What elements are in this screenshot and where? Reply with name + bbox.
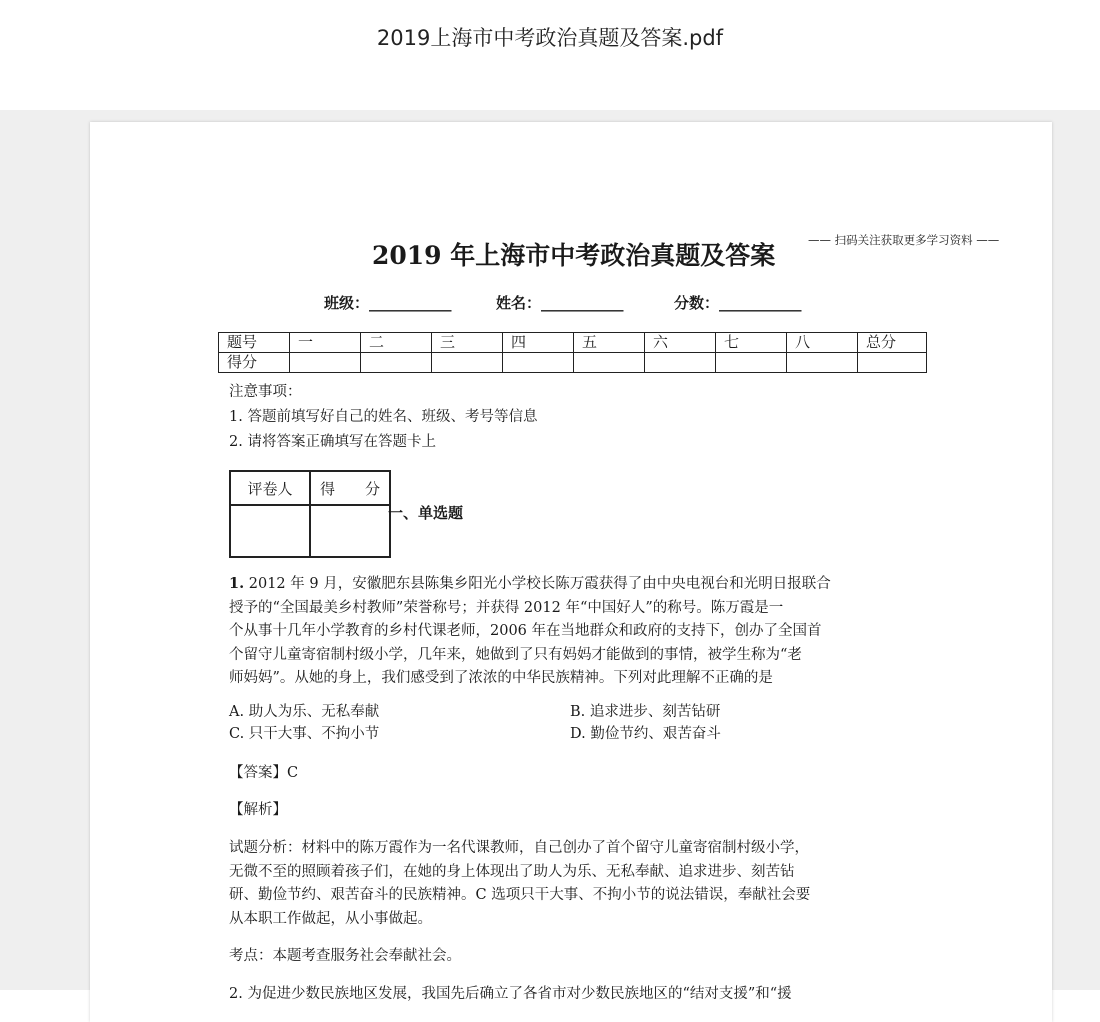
score-table-header-row bbox=[219, 333, 927, 353]
table-cell: 题号 bbox=[219, 333, 290, 353]
question-line: 师妈妈”。从她的身上，我们感受到了浓浓的中华民族精神。下列对此理解不正确的是 bbox=[229, 670, 773, 686]
name-field: 姓名：___________ bbox=[496, 294, 624, 312]
analysis-line: 无微不至的照顾着孩子们，在她的身上体现出了助人为乐、无私奉献、追求进步、刻苦钻 bbox=[229, 863, 795, 880]
score-field: 分数：___________ bbox=[674, 294, 802, 312]
question-number: 1. bbox=[229, 575, 245, 592]
watermark-text: —— 扫码关注获取更多学习资料 —— bbox=[808, 233, 1000, 247]
question-line: 授予的“全国最美乡村教师”荣誉称号；并获得 2012 年“中国好人”的称号。陈万霞是一 bbox=[229, 599, 784, 616]
table-cell: 二 bbox=[361, 333, 432, 353]
score-table-score-row bbox=[219, 353, 927, 373]
section-heading: 一、单选题 bbox=[388, 504, 464, 522]
table-cell bbox=[645, 353, 716, 373]
grader-label: 评卷人 bbox=[230, 471, 310, 505]
table-cell bbox=[716, 353, 787, 373]
analysis-label: 【解析】 bbox=[229, 802, 287, 818]
question-1-text bbox=[229, 572, 929, 691]
table-cell bbox=[503, 353, 574, 373]
grader-table bbox=[229, 470, 391, 558]
pdf-viewer[interactable] bbox=[0, 110, 1100, 1002]
option-b: B. 追求进步、刻苦钻研 bbox=[570, 704, 721, 720]
document-title: 2019 年上海市中考政治真题及答案 bbox=[372, 241, 776, 270]
table-cell: 五 bbox=[574, 333, 645, 353]
notes-title: 注意事项： bbox=[229, 384, 302, 400]
note-item: 2. 请将答案正确填写在答题卡上 bbox=[229, 434, 436, 450]
table-cell bbox=[290, 353, 361, 373]
table-cell: 四 bbox=[503, 333, 574, 353]
analysis-text bbox=[229, 837, 929, 931]
grader-cell bbox=[310, 505, 390, 557]
grader-score-label: 得 分 bbox=[310, 471, 390, 505]
analysis-line: 试题分析：材料中的陈万霞作为一名代课教师，自己创办了首个留守儿童寄宿制村级小学， bbox=[229, 840, 809, 856]
table-cell: 三 bbox=[432, 333, 503, 353]
table-cell bbox=[432, 353, 503, 373]
table-cell: 得分 bbox=[219, 353, 290, 373]
table-cell bbox=[787, 353, 858, 373]
file-header bbox=[0, 0, 1100, 110]
analysis-line: 研、勤俭节约、艰苦奋斗的民族精神。C 选项只干大事、不拘小节的说法错误，奉献社会要 bbox=[229, 887, 811, 903]
answer-text: 【答案】C bbox=[229, 765, 299, 781]
pdf-page bbox=[90, 122, 1052, 1022]
table-cell bbox=[574, 353, 645, 373]
topic-text: 考点：本题考查服务社会奉献社会。 bbox=[229, 948, 461, 964]
table-cell: 一 bbox=[290, 333, 361, 353]
table-cell bbox=[361, 353, 432, 373]
question-line: 个从事十几年小学教育的乡村代课老师，2006 年在当地群众和政府的支持下，创办了全国首 bbox=[229, 623, 822, 639]
table-cell: 八 bbox=[787, 333, 858, 353]
class-field: 班级：___________ bbox=[324, 294, 452, 312]
grader-cell bbox=[230, 505, 310, 557]
question-line: 个留守儿童寄宿制村级小学，几年来，她做到了只有妈妈才能做到的事情，被学生称为“老 bbox=[229, 646, 802, 663]
option-a: A. 助人为乐、无私奉献 bbox=[229, 704, 380, 720]
option-d: D. 勤俭节约、艰苦奋斗 bbox=[570, 726, 721, 742]
score-table bbox=[218, 332, 927, 373]
question-2-partial: 2. 为促进少数民族地区发展，我国先后确立了各省市对少数民族地区的“结对支援”和“援 bbox=[229, 986, 792, 1002]
table-cell: 六 bbox=[645, 333, 716, 353]
option-c: C. 只干大事、不拘小节 bbox=[229, 726, 380, 742]
analysis-line: 从本职工作做起，从小事做起。 bbox=[229, 910, 432, 927]
note-item: 1. 答题前填写好自己的姓名、班级、考号等信息 bbox=[229, 409, 538, 425]
question-line: 2012 年 9 月，安徽肥东县陈集乡阳光小学校长陈万霞获得了由中央电视台和光明日报联合 bbox=[244, 576, 831, 592]
table-cell: 七 bbox=[716, 333, 787, 353]
file-title: 2019上海市中考政治真题及答案.pdf bbox=[376, 26, 724, 50]
table-cell bbox=[858, 353, 927, 373]
table-cell: 总分 bbox=[858, 333, 927, 353]
